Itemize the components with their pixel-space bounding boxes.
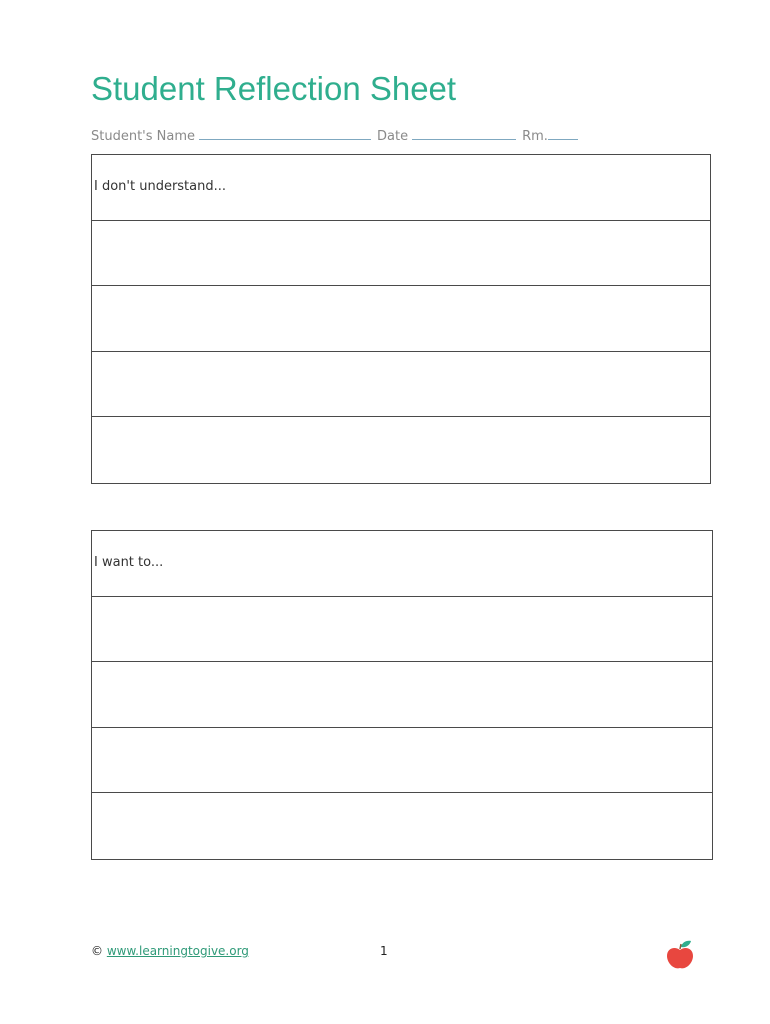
dont-understand-row-1[interactable] bbox=[92, 155, 710, 221]
apple-body bbox=[667, 948, 693, 968]
dont-understand-row-3[interactable] bbox=[92, 286, 710, 352]
date-label: Date bbox=[377, 129, 409, 144]
dont-understand-row-4[interactable] bbox=[92, 352, 710, 418]
learningtogive-link[interactable]: www.learningtogive.org bbox=[106, 944, 249, 958]
apple-stem bbox=[680, 944, 681, 949]
student-info-fields bbox=[91, 125, 584, 144]
apple-icon bbox=[664, 938, 696, 972]
footer-copyright bbox=[91, 944, 249, 958]
room-field[interactable] bbox=[548, 125, 578, 140]
dont-understand-box bbox=[91, 154, 711, 484]
want-to-prompt: I want to... bbox=[94, 555, 164, 570]
copyright-symbol: © bbox=[91, 944, 103, 958]
dont-understand-row-5[interactable] bbox=[92, 417, 710, 483]
page-number: 1 bbox=[380, 944, 388, 958]
name-field[interactable] bbox=[199, 125, 371, 140]
dont-understand-row-2[interactable] bbox=[92, 221, 710, 287]
want-to-box bbox=[91, 530, 713, 860]
date-field[interactable] bbox=[412, 125, 516, 140]
want-to-row-4[interactable] bbox=[92, 728, 712, 794]
want-to-row-5[interactable] bbox=[92, 793, 712, 859]
apple-leaf bbox=[681, 941, 691, 947]
dont-understand-prompt: I don't understand... bbox=[94, 179, 227, 194]
room-label: Rm. bbox=[522, 129, 548, 144]
page-title: Student Reflection Sheet bbox=[91, 70, 457, 107]
want-to-row-2[interactable] bbox=[92, 597, 712, 663]
want-to-row-3[interactable] bbox=[92, 662, 712, 728]
name-label: Student's Name bbox=[91, 129, 196, 144]
want-to-row-1[interactable] bbox=[92, 531, 712, 597]
